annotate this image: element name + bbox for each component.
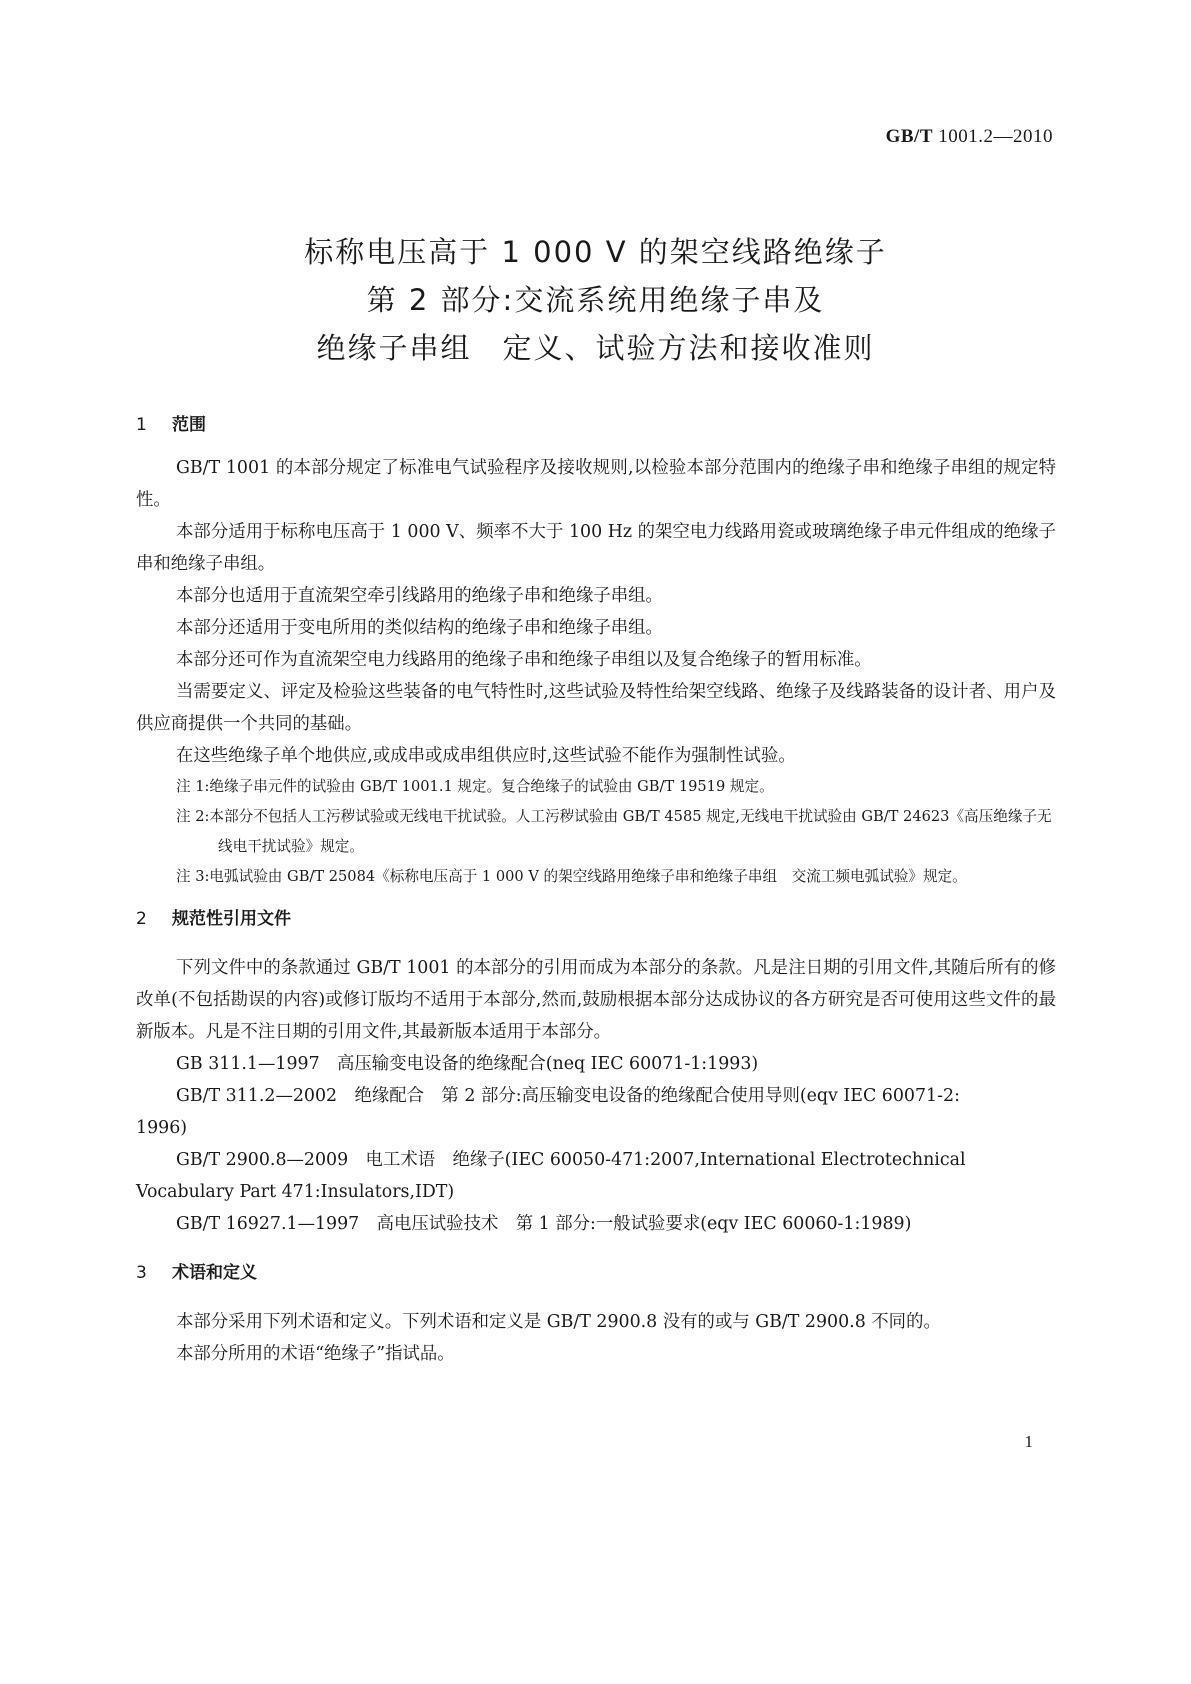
reference-entry: GB/T 2900.8—2009 电工术语 绝缘子(IEC 60050-471:2007,International Electrotechnical [176, 1150, 966, 1170]
paragraph: GB/T 1001 的本部分规定了标准电气试验程序及接收规则,以检验本部分范围内的绝缘子串和绝缘子串组的规定特性。 [136, 458, 1056, 510]
section-scope [136, 410, 1056, 892]
paragraph: 下列文件中的条款通过 GB/T 1001 的本部分的引用而成为本部分的条款。凡是注日期的引用文件,其随后所有的修改单(不包括勘误的内容)或修订版均不适用于本部分,然而,鼓励根据本部分达成协议的各方研究是否可使用这些文件的最新版本。凡是不注日期的引用文件,其最新版本适用于本部分。 [136, 958, 1056, 1042]
section-number: 1 [136, 415, 147, 435]
paragraph: 本部分适用于标称电压高于 1 000 V、频率不大于 100 Hz 的架空电力线路用瓷或玻璃绝缘子串元件组成的绝缘子串和绝缘子串组。 [136, 522, 1056, 574]
title-line-3: 绝缘子串组 定义、试验方法和接收准则 [316, 331, 875, 365]
section-title: 范围 [172, 415, 206, 435]
standard-number [886, 126, 1053, 148]
reference-entry-continued: 1996) [136, 1118, 188, 1138]
reference-entry: GB/T 311.2—2002 绝缘配合 第 2 部分:高压输变电设备的绝缘配合使用导则(eqv IEC 60071-2: [176, 1086, 960, 1106]
section-title: 规范性引用文件 [172, 909, 291, 929]
section-heading [136, 904, 1056, 934]
reference-entry-continued: Vocabulary Part 471:Insulators,IDT) [136, 1182, 455, 1202]
section-number: 3 [136, 1263, 147, 1283]
paragraph: 本部分采用下列术语和定义。下列术语和定义是 GB/T 2900.8 没有的或与 GB/T 2900.8 不同的。 [176, 1312, 941, 1332]
paragraph: 本部分也适用于直流架空牵引线路用的绝缘子串和绝缘子串组。 [176, 586, 663, 606]
note: 注 2:本部分不包括人工污秽试验或无线电干扰试验。人工污秽试验由 GB/T 4585 规定,无线电干扰试验由 GB/T 24623《高压绝缘子无线电干扰试验》规定。 [176, 808, 1052, 855]
page-number: 1 [1024, 1432, 1033, 1451]
section-terms-definitions [136, 1258, 1056, 1370]
section-heading [136, 410, 1056, 440]
note: 注 1:绝缘子串元件的试验由 GB/T 1001.1 规定。复合绝缘子的试验由 GB/T 19519 规定。 [176, 778, 774, 795]
reference-entry: GB/T 16927.1—1997 高电压试验技术 第 1 部分:一般试验要求(eqv IEC 60060-1:1989) [176, 1214, 912, 1234]
title-line-2: 第 2 部分:交流系统用绝缘子串及 [366, 283, 825, 317]
document-body [136, 410, 1056, 1370]
document-title [0, 228, 1191, 372]
section-number: 2 [136, 909, 147, 929]
reference-entry: GB 311.1—1997 高压输变电设备的绝缘配合(neq IEC 60071-1:1993) [176, 1054, 759, 1074]
section-normative-references [136, 904, 1056, 1240]
paragraph: 本部分还可作为直流架空电力线路用的绝缘子串和绝缘子串组以及复合绝缘子的暂用标准。 [176, 650, 872, 670]
section-title: 术语和定义 [172, 1263, 257, 1283]
section-heading [136, 1258, 1056, 1288]
note: 注 3:电弧试验由 GB/T 25084《标称电压高于 1 000 V 的架空线路用绝缘子串和绝缘子串组 交流工频电弧试验》规定。 [176, 868, 967, 885]
title-line-1: 标称电压高于 1 000 V 的架空线路绝缘子 [304, 235, 887, 269]
paragraph: 本部分所用的术语“绝缘子”指试品。 [176, 1344, 455, 1364]
paragraph: 在这些绝缘子单个地供应,或成串或成串组供应时,这些试验不能作为强制性试验。 [176, 746, 796, 766]
standard-code: 1001.2—2010 [938, 126, 1053, 147]
paragraph: 本部分还适用于变电所用的类似结构的绝缘子串和绝缘子串组。 [176, 618, 663, 638]
paragraph: 当需要定义、评定及检验这些装备的电气特性时,这些试验及特性给架空线路、绝缘子及线路装备的设计者、用户及供应商提供一个共同的基础。 [136, 682, 1056, 734]
standard-prefix: GB/T [885, 126, 933, 147]
